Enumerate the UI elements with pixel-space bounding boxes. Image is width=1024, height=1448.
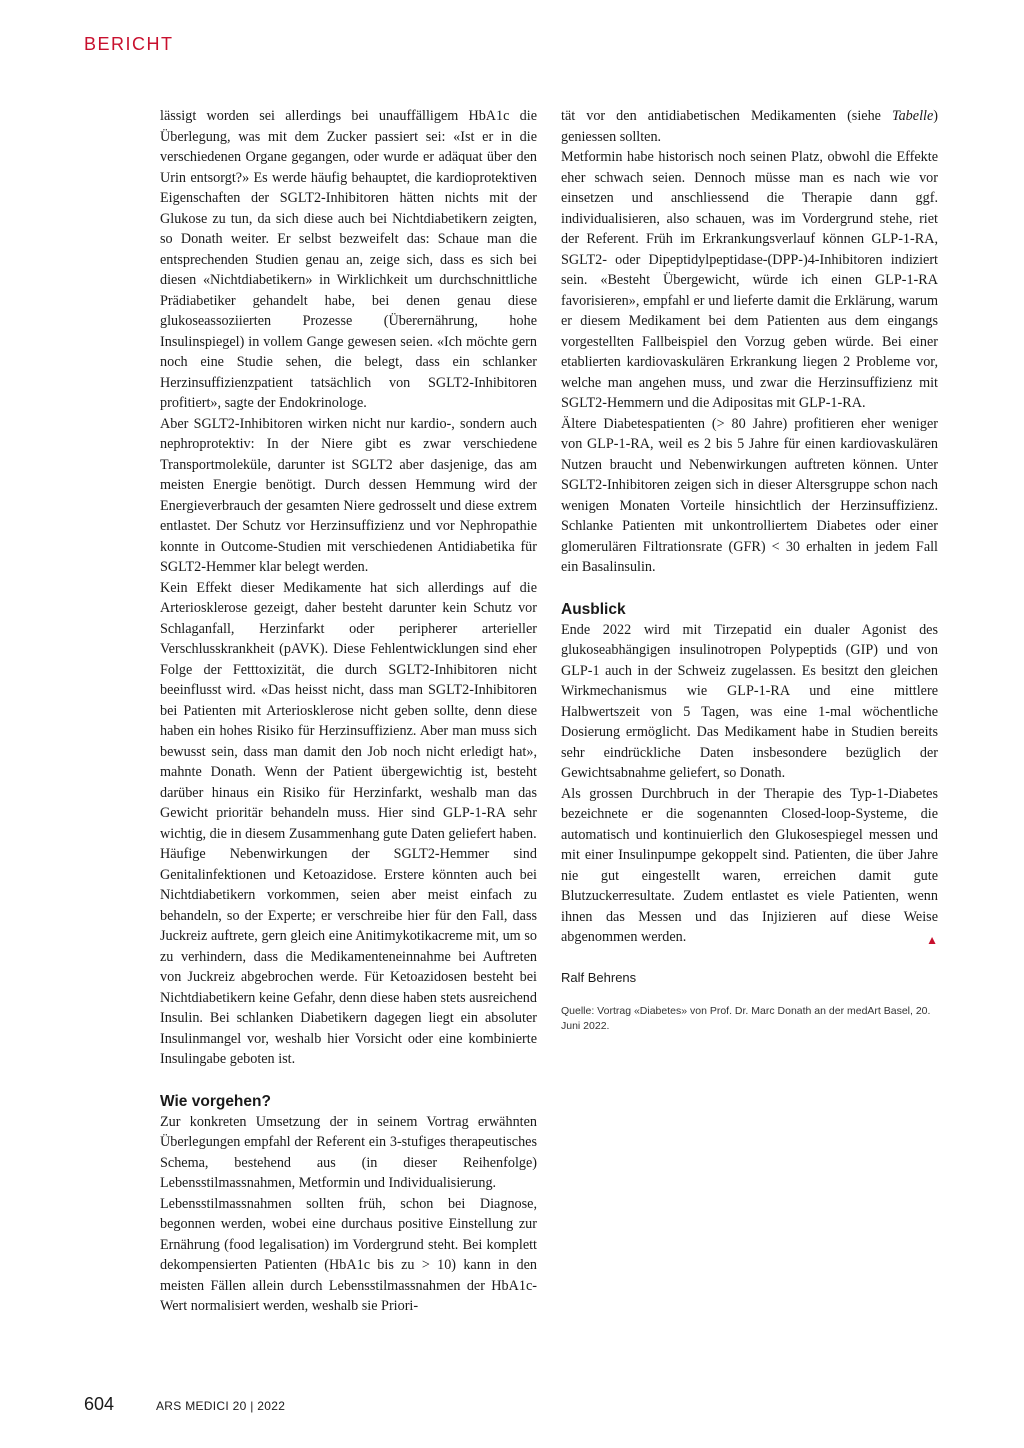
paragraph: Zur konkreten Umsetzung der in seinem Vortrag erwähnten Überlegungen empfahl der Referent ein 3-stufiges therapeutisches Schema, bestehend aus (in dieser Reihenfolge) Lebensstilmassnahmen, Metformin und Individualisierung. bbox=[160, 1113, 537, 1191]
paragraph: Kein Effekt dieser Medikamente hat sich allerdings auf die Arteriosklerose gezeigt, daher besteht darunter kein Schutz vor Schlaganfall, Herzinfarkt oder peripherer arterieller Verschlusskrankheit (pAVK). Diese Fehlentwicklungen sind eher Folge der Fetttoxizität, die durch SGLT2-Inhibitoren nicht beeinflusst wird. «Das heisst nicht, dass man SGLT2-Inhibitoren bei Patienten mit Arteriosklerose nicht geben sollte, denn diese haben ein hohes Risiko für Herzinsuffizienz. Aber man muss sich bewusst sein, dass man damit den Job noch nicht erledigt hat», mahnte Donath. Wenn der Patient übergewichtig ist, besteht darüber hinaus ein Risiko für Herzinfarkt, weshalb man das Gewicht prioritär behandeln muss. Hier sind GLP-1-RA sehr wichtig, die in diesem Zusammenhang gute Daten geliefert haben. bbox=[160, 579, 537, 842]
paragraph: Häufige Nebenwirkungen der SGLT2-Hemmer sind Genitalinfektionen und Ketoazidose. Erstere könnten auch bei Nichtdiabetikern vorkommen, seien aber meist einfach zu behandeln, so der Experte; er verschreibe hier für den Fall, dass Juckreiz auftrete, gern gleich eine Anitimykotikacreme mit, um so zu verhindern, dass die Medikamenteneinnahme bei Auftreten von Juckreiz abgebrochen werde. Für Ketoazidosen besteht bei Nichtdiabetikern keine Gefahr, denn diese haben stets ausreichend Insulin. Bei schlanken Diabetikern dagegen liegt ein absoluter Insulinmangel vor, weshalb hier Vorsicht oder eine kombinierte Insulingabe geboten ist. bbox=[160, 846, 537, 1067]
paragraph-text: ) geniessen sollten. bbox=[561, 108, 938, 145]
table-reference: Tabelle bbox=[892, 108, 934, 124]
page-footer bbox=[84, 1394, 285, 1415]
journal-issue: ARS MEDICI 20 | 2022 bbox=[156, 1399, 286, 1413]
paragraph: lässigt worden sei allerdings bei unauffälligem HbA1c die Überlegung, was mit dem Zucker passiert sei: «Ist er in die verschiedenen Organe gegangen, oder wurde er adäquat über den Urin entsorgt?» Es werde häufig behauptet, die kardioprotektiven Eigenschaften der SGLT2-Inhibitoren hätten nichts mit der Glukose zu tun, da sich diese auch bei Nichtdiabetikern zeigten, so Donath weiter. Er selbst bezweifelt das: Schaue man die entsprechenden Studien genau an, zeige sich, dass es sich bei diesen «Nichtdiabetikern» in Wirklichkeit um durchschnittliche Prädiabetiker gehandelt habe, bei denen genau diese glukoseassoziierten Prozesse (Überernährung, hohe Insulinspiegel) in vollem Gange gewesen seien. «Ich möchte gern noch eine Studie sehen, die belegt, dass ein schlanker Herzinsuffizienzpatient tatsächlich von SGLT2-Inhibitoren profitiert», sagte der Endokrinologe. bbox=[160, 108, 537, 411]
right-column bbox=[561, 106, 938, 1034]
paragraph-text: tät vor den antidiabetischen Medikamenten (siehe bbox=[561, 108, 892, 124]
paragraph: Ältere Diabetespatienten (> 80 Jahre) profitieren eher weniger von GLP-1-RA, weil es 2 bis 5 Jahre für einen kardiovaskulären Nutzen braucht und Nebenwirkungen auftreten können. Unter SGLT2-Inhibitoren zeigen sich in dieser Altersgruppe schon nach wenigen Monaten Vorteile hinsichtlich der Herzinsuffizienz. Schlanke Patienten mit unkontrolliertem Diabetes oder einer glomerulären Filtrationsrate (GFR) < 30 erhalten in jedem Fall ein Basalinsulin. bbox=[561, 415, 938, 575]
paragraph-text: Als grossen Durchbruch in der Therapie des Typ-1-Diabetes bezeichnete er die sogenannten Closed-loop-Systeme, die automatisch und kontinuierlich den Glukosespiegel messen und mit einer Insulinpumpe gekoppelt sind. Patienten, die über Jahre nie gut eingestellt waren, erreichen damit gute Blutzuckerresultate. Zudem entlastet es viele Patienten, wenn ihnen das Messen und das Injizieren auf diese Weise abgenommen werden. bbox=[561, 785, 938, 945]
left-column bbox=[160, 106, 537, 1317]
end-triangle-icon: ▲ bbox=[926, 933, 938, 947]
paragraph bbox=[561, 784, 938, 948]
paragraph: Aber SGLT2-Inhibitoren wirken nicht nur kardio-, sondern auch nephroprotektiv: In der Niere gibt es zwar verschiedene Transportmoleküle, darunter ist SGLT2 aber dasjenige, das am meisten Energie benötigt. Durch dessen Hemmung wird der Energieverbrauch der gesamten Niere gedrosselt und diese extrem entlastet. Der Schutz vor Herzinsuffizienz und vor Nephropathie konnte in Outcome-Studien mit verschiedenen Antidiabetika für SGLT2-Hemmer klar belegt werden. bbox=[160, 415, 537, 575]
paragraph: Metformin habe historisch noch seinen Platz, obwohl die Effekte eher schwach seien. Dennoch müsse man es nach wie vor einsetzen und anschliessend die Therapie dann ggf. individualisieren, also schauen, was im Vordergrund stehe, riet der Referent. Früh im Erkrankungsverlauf können GLP-1-RA, SGLT2- oder Dipeptidylpeptidase-(DPP-)4-Inhibitoren indiziert sein. «Besteht Übergewicht, würde ich einen GLP-1-RA favorisieren», empfahl er und lieferte damit die Erklärung, warum er diesem Medikament bei dem Patienten aus dem eingangs vorgestellten Fallbeispiel den Vorzug geben würde. Bei einer etablierten kardiovaskulären Erkrankung liegen 2 Probleme vor, welche man angehen muss, und zwar die Herzinsuffizienz mit SGLT2-Hemmern und die Adipositas mit GLP-1-RA. bbox=[561, 149, 938, 411]
section-heading: Wie vorgehen? bbox=[160, 1092, 271, 1110]
paragraph bbox=[561, 106, 938, 147]
page-number: 604 bbox=[84, 1394, 115, 1414]
section-label: BERICHT bbox=[84, 34, 174, 54]
paragraph: Ende 2022 wird mit Tirzepatid ein dualer Agonist des glukoseabhängigen insulinotropen Polypeptids (GIP) und von GLP-1 auch in der Schweiz zugelassen. Es besitzt den gleichen Wirkmechanismus wie GLP-1-RA und eine mittlere Halbwertszeit von 5 Tagen, was eine 1-mal wöchentliche Dosierung ermöglicht. Das Medikament habe in Studien bereits sehr eindrückliche Daten insbesondere bezüglich der Gewichtsabnahme geliefert, so Donath. bbox=[561, 621, 938, 781]
section-heading: Ausblick bbox=[561, 600, 626, 618]
author: Ralf Behrens bbox=[561, 969, 637, 985]
source-note: Quelle: Vortrag «Diabetes» von Prof. Dr. Marc Donath an der medArt Basel, 20. Juni 2022. bbox=[561, 1005, 931, 1032]
paragraph: Lebensstilmassnahmen sollten früh, schon bei Diagnose, begonnen werden, wobei eine durchaus positive Einstellung zur Ernährung (food legalisation) im Vordergrund steht. Bei komplett dekompensierten Patienten (HbA1c bis zu > 10) kann in den meisten Fällen allein durch Lebensstilmassnahmen der HbA1c-Wert normalisiert werden, weshalb sie Priori- bbox=[160, 1195, 537, 1314]
